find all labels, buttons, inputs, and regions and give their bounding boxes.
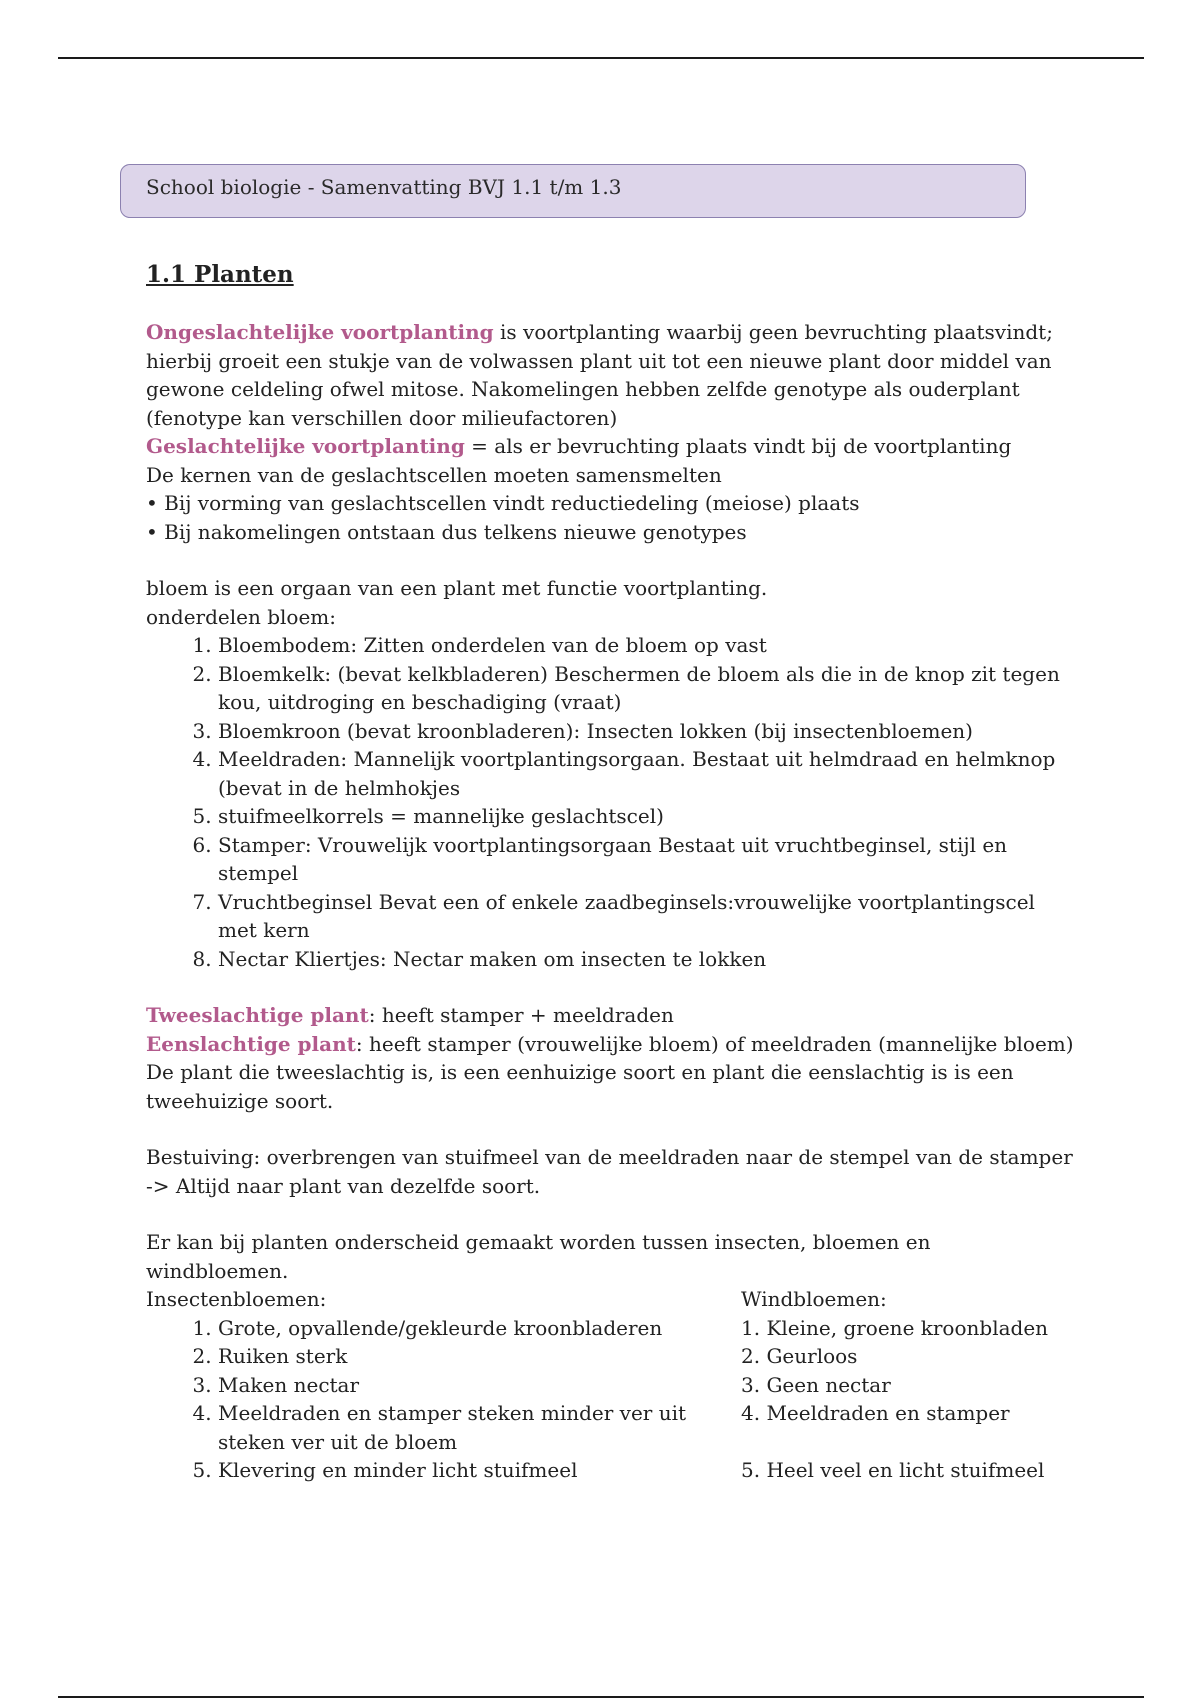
pollination-text: Bestuiving: overbrengen van stuifmeel van de meeldraden naar de stempel van de stamper -> Altijd naar plant van dezelfde soort. bbox=[146, 1145, 1073, 1198]
sexual-paragraph bbox=[146, 432, 1076, 461]
list-item: 1. Bloembodem: Zitten onderdelen van de bloem op vast bbox=[218, 631, 1076, 660]
bisexual-text: : heeft stamper + meeldraden bbox=[368, 1003, 674, 1027]
section-heading: 1.1 Planten bbox=[146, 261, 294, 288]
header-title: School biologie - Samenvatting BVJ 1.1 t/m 1.3 bbox=[146, 175, 622, 199]
bottom-rule bbox=[58, 1696, 1144, 1698]
list-item: 3. Bloemkroon (bevat kroonbladeren): Insecten lokken (bij insectenbloemen) bbox=[218, 717, 1076, 746]
flower-parts-list bbox=[146, 631, 1076, 973]
unisexual-text: : heeft stamper (vrouwelijke bloem) of meeldraden (mannelijke bloem) bbox=[355, 1031, 1074, 1056]
bisexual-term: Tweeslachtige plant bbox=[146, 1003, 369, 1027]
list-item: 5. stuifmeelkorrels = mannelijke geslachtscel) bbox=[218, 802, 1076, 831]
bisexual-plant-line bbox=[146, 1001, 1076, 1030]
sexual-text: = als er bevruchting plaats vindt bij de voortplanting bbox=[464, 434, 1012, 458]
list-item: 5. Klevering en minder licht stuifmeel bbox=[218, 1456, 741, 1485]
list-item: 1. Kleine, groene kroonbladen bbox=[741, 1315, 1049, 1340]
list-item: 3. Maken nectar bbox=[218, 1371, 741, 1400]
document-body bbox=[146, 258, 1076, 1485]
bullet-genotypes: • Bij nakomelingen ontstaan dus telkens nieuwe genotypes bbox=[146, 519, 747, 544]
list-item: 2. Geurloos bbox=[741, 1344, 858, 1368]
insect-column bbox=[146, 1285, 741, 1485]
list-item: 7. Vruchtbeginsel Bevat een of enkele zaadbeginsels:vrouwelijke voortplantingscel met kern bbox=[218, 888, 1076, 945]
asexual-text: is voortplanting waarbij geen bevruchting plaatsvindt; hierbij groeit een stukje van de volwassen plant uit tot een nieuwe plant door middel van gewone celdeling ofwel mitose. Nakomelingen hebben zelfde genotype als ouderplant (fenotype kan verschillen door milieufactoren) bbox=[146, 320, 1053, 430]
top-rule bbox=[58, 57, 1144, 59]
flower-parts-label: onderdelen bloem: bbox=[146, 604, 337, 629]
comparison-columns bbox=[146, 1285, 1076, 1485]
monoecious-note: De plant die tweeslachtig is, is een eenhuizige soort en plant die eenslachtig is is een tweehuizige soort. bbox=[146, 1060, 1014, 1113]
list-item: 1. Grote, opvallende/gekleurde kroonbladeren bbox=[218, 1314, 741, 1343]
list-item: 4. Meeldraden en stamper steken minder ver uit steken ver uit de bloem bbox=[218, 1399, 741, 1456]
flower-intro: bloem is een orgaan van een plant met functie voortplanting. bbox=[146, 576, 768, 600]
header-box bbox=[120, 164, 1026, 218]
list-item: 8. Nectar Kliertjes: Nectar maken om insecten te lokken bbox=[218, 945, 1076, 974]
insect-label: Insectenbloemen: bbox=[146, 1287, 327, 1311]
list-item: 5. Heel veel en licht stuifmeel bbox=[741, 1458, 1045, 1482]
unisexual-term: Eenslachtige plant bbox=[146, 1031, 356, 1056]
sexual-term: Geslachtelijke voortplanting bbox=[146, 434, 465, 458]
list-item: 3. Geen nectar bbox=[741, 1372, 891, 1397]
asexual-term: Ongeslachtelijke voortplanting bbox=[146, 320, 494, 344]
list-item: 4. Meeldraden en stamper bbox=[741, 1401, 1010, 1425]
bullet-meiosis: • Bij vorming van geslachtscellen vindt reductiedeling (meiose) plaats bbox=[146, 491, 860, 515]
wind-label: Windbloemen: bbox=[741, 1287, 887, 1311]
list-item: 2. Bloemkelk: (bevat kelkbladeren) Beschermen de bloem als die in de knop zit tegen kou, uitdroging en beschadiging (vraat) bbox=[218, 660, 1076, 717]
insect-list bbox=[146, 1314, 741, 1485]
list-item: 6. Stamper: Vrouwelijk voortplantingsorgaan Bestaat uit vruchtbeginsel, stijl en stempel bbox=[218, 831, 1076, 888]
list-item: 4. Meeldraden: Mannelijk voortplantingsorgaan. Bestaat uit helmdraad en helmknop (bevat in de helmhokjes bbox=[218, 745, 1076, 802]
nuclei-line: De kernen van de geslachtscellen moeten samensmelten bbox=[146, 462, 722, 487]
wind-column bbox=[741, 1285, 1071, 1485]
asexual-paragraph bbox=[146, 318, 1076, 432]
unisexual-plant-line bbox=[146, 1030, 1076, 1059]
comparison-intro: Er kan bij planten onderscheid gemaakt worden tussen insecten, bloemen en windbloemen. bbox=[146, 1230, 931, 1283]
list-item: 2. Ruiken sterk bbox=[218, 1342, 741, 1371]
